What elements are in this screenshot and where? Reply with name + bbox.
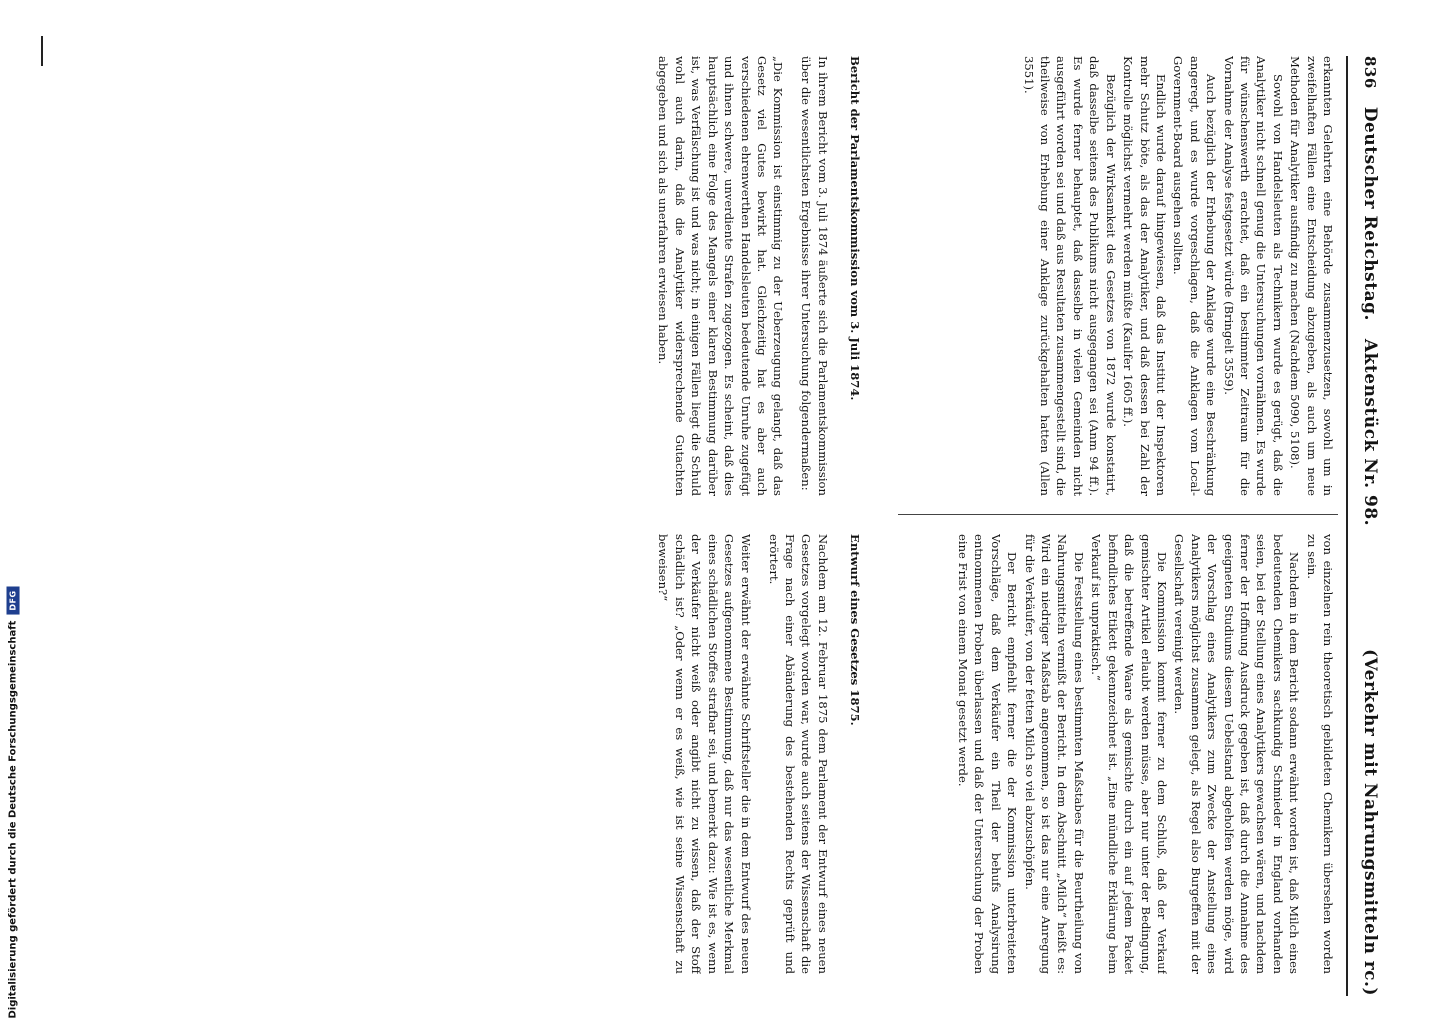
paragraph: erkannten Gelehrten eine Behörde zusammenzusetzen, sowohl um in zweifelhaften Fällen eine Entscheidung abzugeben, als auch um neue Methoden für Analytiker ausfindig zu machen (Nachdem 5090, 5108).: [1288, 56, 1335, 496]
paragraph: von einzelnen rein theoretisch gebildeten Chemikern übersehen worden zu sein.: [1304, 534, 1335, 974]
scan-mark: [41, 36, 43, 66]
paragraph: Auch bezüglich der Erhebung der Anklage wurde eine Beschränkung angeregt, und es wurde vorgeschlagen, daß die Anklagen vom Local-Government-Board ausgehen sollten.: [1171, 56, 1219, 496]
paragraph: Endlich wurde darauf hingewiesen, daß das Institut der Inspektoren mehr Schutz böte, als das der Analytiker, und daß dessen bei Zahl der Kontrolle möglichst vermehrt werden müßte (Kaulfer 1605 ff.).: [1121, 56, 1168, 496]
paragraph: Sowohl von Handelsleuten als Technikern wurde es gerügt, daß die Analytiker nicht schnell genug die Untersuchungen vornähmen. Es wurde für wünschenswerth erachtet, daß ein bestimmter Zeitraum für die Vornahme der Analyse festgesetzt würde (Bringelt 3559).: [1221, 56, 1285, 496]
scanned-page: [78, 56, 1378, 996]
digitization-caption: [0, 590, 26, 1019]
caption-text: Digitalisierung gefördert durch die Deutsche Forschungsgemeinschaft: [7, 620, 19, 1019]
column-left: [896, 56, 1336, 496]
paragraph: Die Kommission kommt ferner zu dem Schluß, daß der Verkauf gemischter Artikel erlaubt werden müsse, aber nur unter der Bedingung, daß die betreffende Waare als gemischte durch ein auf jedem Packet befindliches Etikett gekennzeichnet ist. „Eine mündliche Erklärung beim Verkauf ist unpraktisch.“: [1089, 534, 1169, 974]
paragraph: Bezüglich der Wirksamkeit des Gesetzes von 1872 wurde konstatirt, daß dasselbe seitens des Publikums nicht ausgegangen sei (Anm 94 ff.). Es wurde ferner behauptet, daß dasselbe in vielen Gemeinden nicht ausgeführt worden sei und daß aus Resultaten zusammengestellt sind, die theilweise von Erhebung einer Anklage zurückgehalten hatten (Allen 3551).: [1021, 56, 1118, 496]
paragraph: In ihrem Bericht vom 3. Juli 1874 äußerte sich die Parlamentskommission über die wesentlichsten Ergebnisse ihrer Untersuchung folgendermaßen:: [799, 56, 830, 496]
paragraph: Der Bericht empfiehlt ferner die der Kommission unterbreiteten Vorschläge, daß dem Verkäufer ein Theil der behufs Analysirung entnommenen Proben überlassen und daß der Untersuchung der Proben eine Frist von einem Monat gesetzt werde.: [956, 534, 1020, 974]
column-right-lower: [428, 534, 878, 974]
paragraph: Weiter erwähnt der erwähnte Schriftsteller die in dem Entwurf des neuen Gesetzes aufgenommene Bestimmung, daß nur das wesentliche Merkmal eines schädlichen Stoffes strafbar sei, und bemerkt dazu: Wie ist es, wenn der Verkäufer nicht weiß oder angibt nicht zu wissen, daß der Stoff schädlich ist? „Oder wenn er es weiß, wie ist seine Wissenschaft zu beweisen?“: [656, 534, 753, 974]
page-number: 836: [1361, 56, 1379, 89]
running-title: Deutscher Reichstag.: [1360, 106, 1380, 321]
paragraph: Nachdem in dem Bericht sodann erwähnt worden ist, daß Milch eines bedeutenden Chemikers sachkundig Schmieder in England vorhanden seien, bei der Stellung eines Analytikers gewachsen wären, und nachdem ferner der Hoffnung Ausdruck gegeben ist, daß durch die Annahme des geeigneten Studiums diesem Uebelstand abgeholfen werden möge, wird der Vorschlag eines Analytikers zum Zwecke der Anstellung eines Analytikers möglichst zusammen gelegt, als Regel also Burgeffen mit der Gesellschaft vereinigt werden.: [1172, 534, 1302, 974]
column-right: [896, 534, 1336, 974]
column-divider: [898, 514, 1338, 515]
draft-heading: Entwurf eines Gesetzes 1875.: [847, 534, 862, 726]
running-head: [1346, 56, 1378, 996]
dfg-logo: DFG: [7, 586, 20, 614]
document-ref: Aktenstück Nr. 98.: [1360, 338, 1380, 527]
paragraph: „Die Kommission ist einstimmig zu der Ueberzeugung gelangt, daß das Gesetz viel Gutes bewirkt hat. Gleichzeitig hat es aber auch verschiedenen ehrenwerthen Handelsleuten bedeutende Unruhe zugefügt und ihnen schwere, unverdiente Strafen zugezogen. Es scheint, daß dies hauptsächlich eine Folge des Mangels einer klaren Bestimmung darüber ist, was Verfälschung ist und was nicht; in einigen Fällen liegt die Schuld wohl auch darin, daß die Analytiker widersprechende Gutachten abgegeben und sich als unerfahren erwiesen haben.: [656, 56, 786, 496]
subject: (Verkehr mit Nahrungsmitteln rc.): [1360, 648, 1380, 996]
column-left-lower: [428, 56, 878, 496]
paragraph: Nachdem am 12. Februar 1875 dem Parlament der Entwurf eines neuen Gesetzes vorgelegt worden war, wurde auch seitens der Wissenschaft die Frage nach einer Abänderung des bestehenden Rechts geprüft und erörtert.: [766, 534, 830, 974]
paragraph: Die Feststellung eines bestimmten Maßstabes für die Beurtheilung von Nahrungsmitteln vermißt der Bericht. In dem Abschnitt „Milch“ heißt es: Wird ein niedriger Maßstab angenommen, so ist das nur eine Anregung für die Verkäufer, von der fetten Milch so viel abzuschöpfen.: [1022, 534, 1086, 974]
report-heading: Bericht der Parlamentskommission vom 3. Juli 1874.: [847, 56, 862, 401]
